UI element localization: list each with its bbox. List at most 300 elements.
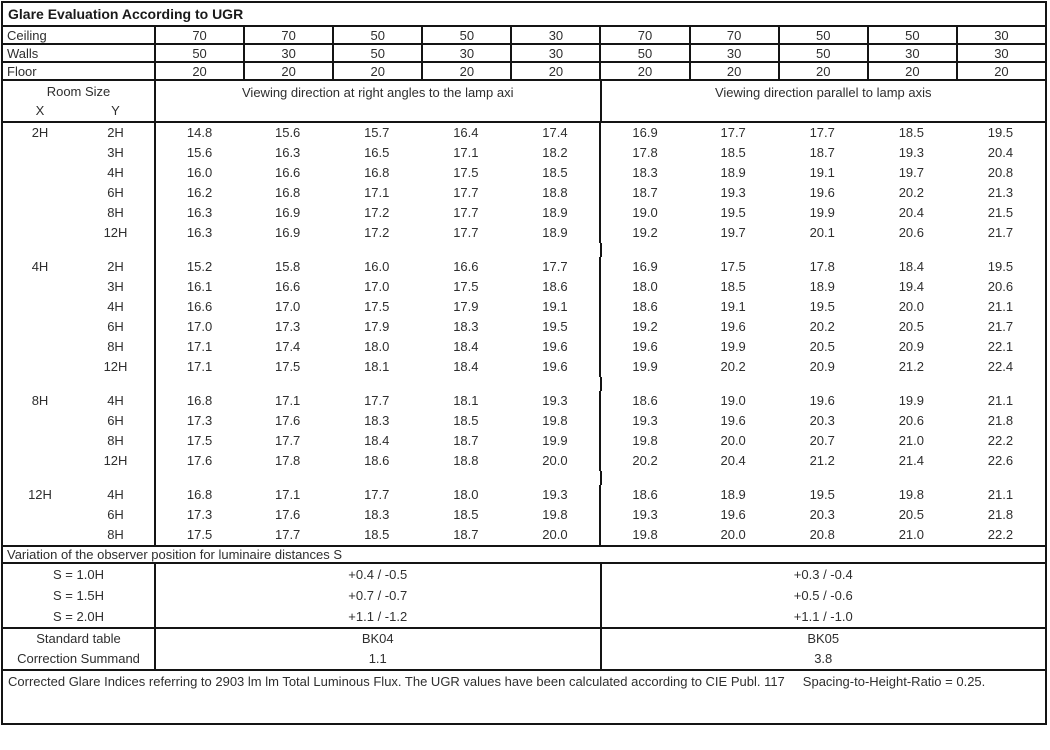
ugr-value: 21.8: [987, 507, 1014, 522]
ugr-value: 17.7: [274, 527, 301, 542]
surface-value: 70: [689, 27, 778, 43]
ugr-value: 16.8: [364, 165, 390, 180]
ugr-value: 17.8: [599, 143, 688, 163]
room-x: [3, 525, 77, 545]
room-x: [3, 451, 77, 471]
gap-right: [600, 471, 1046, 485]
ugr-value: 21.7: [987, 225, 1014, 240]
room-y: 4H: [107, 299, 124, 314]
variation-right-value: +0.5 / -0.6: [600, 585, 1046, 606]
ugr-value: 14.8: [154, 123, 243, 143]
ugr-value: 19.3: [599, 411, 688, 431]
surface-value: 50: [599, 45, 688, 61]
ugr-value: 20.0: [542, 453, 568, 468]
ugr-value: 17.5: [453, 279, 479, 294]
ugr-value: 18.6: [599, 391, 688, 411]
ugr-value: 18.9: [720, 165, 746, 180]
surface-value: 70: [243, 27, 332, 43]
ugr-value: 18.9: [720, 487, 746, 502]
surface-label: Ceiling: [7, 27, 47, 43]
ugr-row: [3, 297, 1045, 317]
ugr-value: 19.5: [720, 205, 746, 220]
summary-row: [3, 649, 1045, 669]
ugr-value: 20.2: [720, 359, 746, 374]
ugr-value: 17.5: [274, 359, 301, 374]
ugr-value: 19.3: [542, 487, 568, 502]
summary-left-value: BK04: [154, 629, 600, 649]
ugr-value: 15.8: [274, 259, 301, 274]
room-y: 8H: [107, 527, 124, 542]
room-y: 3H: [107, 279, 124, 294]
ugr-value: 20.0: [898, 299, 924, 314]
ugr-row: [3, 257, 1045, 277]
ugr-value: 20.2: [898, 185, 924, 200]
variation-left-value: +0.7 / -0.7: [154, 585, 600, 606]
ugr-value: 18.4: [453, 339, 479, 354]
ugr-value: 17.7: [453, 205, 479, 220]
ugr-value: 18.3: [364, 413, 390, 428]
room-y: 2H: [107, 259, 124, 274]
ugr-row: [3, 223, 1045, 243]
ugr-value: 17.5: [720, 259, 746, 274]
ugr-row: [3, 317, 1045, 337]
ugr-row: [3, 411, 1045, 431]
ugr-value: 16.5: [364, 145, 390, 160]
variation-row: [3, 564, 1045, 585]
surface-value: 50: [867, 27, 956, 43]
surface-value: 30: [956, 27, 1045, 43]
ugr-value: 18.6: [542, 279, 568, 294]
ugr-value: 19.7: [898, 165, 924, 180]
surface-value: 30: [243, 45, 332, 61]
x-axis-label: X: [35, 103, 45, 118]
ugr-value: 20.3: [809, 413, 835, 428]
room-y: 6H: [107, 507, 124, 522]
gap-y: [77, 377, 154, 391]
ugr-value: 16.6: [274, 165, 301, 180]
ugr-value: 19.8: [542, 507, 568, 522]
right-viewing-direction-header: Viewing direction parallel to lamp axis: [600, 81, 1046, 121]
ugr-value: 16.6: [274, 279, 301, 294]
ugr-value: 20.5: [898, 319, 924, 334]
ugr-value: 18.1: [364, 359, 390, 374]
room-x: [3, 431, 77, 451]
ugr-row: [3, 143, 1045, 163]
ugr-value: 20.8: [809, 527, 835, 542]
surface-value: 20: [154, 63, 243, 79]
surface-value: 20: [689, 63, 778, 79]
ugr-value: 18.5: [453, 413, 479, 428]
surface-value: 30: [867, 45, 956, 61]
variation-left-value: +1.1 / -1.2: [154, 606, 600, 627]
room-x: [3, 297, 77, 317]
ugr-value: 21.3: [987, 185, 1014, 200]
surface-value: 30: [510, 27, 599, 43]
ugr-value: 18.5: [453, 507, 479, 522]
ugr-value: 17.1: [364, 185, 390, 200]
ugr-value: 19.4: [898, 279, 924, 294]
gap-right: [600, 243, 1046, 257]
variation-row: [3, 606, 1045, 627]
ugr-value: 20.9: [809, 359, 835, 374]
ugr-value: 17.3: [154, 411, 243, 431]
room-y: 8H: [107, 205, 124, 220]
ugr-value: 16.9: [274, 225, 301, 240]
ugr-value: 20.4: [898, 205, 924, 220]
ugr-value: 18.3: [364, 507, 390, 522]
room-x: [3, 505, 77, 525]
ugr-value: 18.7: [453, 527, 479, 542]
room-y: 6H: [107, 319, 124, 334]
ugr-value: 17.0: [364, 279, 390, 294]
ugr-row: [3, 525, 1045, 545]
surface-value: 30: [421, 45, 510, 61]
ugr-value: 18.0: [453, 487, 479, 502]
ugr-value: 17.3: [274, 319, 301, 334]
ugr-value: 17.7: [274, 433, 301, 448]
ugr-value: 17.3: [154, 505, 243, 525]
ugr-value: 17.1: [274, 393, 301, 408]
ugr-value: 20.0: [720, 527, 746, 542]
ugr-value: 17.1: [453, 145, 479, 160]
ugr-row: [3, 277, 1045, 297]
ugr-value: 20.6: [898, 225, 924, 240]
ugr-value: 22.4: [987, 359, 1014, 374]
ugr-value: 19.6: [542, 359, 568, 374]
footer-flux-note: Corrected Glare Indices referring to 2903 lm lm Total Luminous Flux. The UGR values have been calculated according to CIE Publ. 117: [8, 674, 785, 689]
room-x: [3, 357, 77, 377]
ugr-evaluation-table: [1, 1, 1047, 725]
ugr-value: 17.7: [720, 125, 746, 140]
ugr-value: 19.6: [720, 319, 746, 334]
ugr-value: 19.2: [599, 223, 688, 243]
ugr-value: 16.3: [154, 223, 243, 243]
variation-right-value: +0.3 / -0.4: [600, 564, 1046, 585]
ugr-value: 16.9: [599, 257, 688, 277]
ugr-value: 16.8: [154, 485, 243, 505]
ugr-row: [3, 485, 1045, 505]
ugr-value: 20.0: [542, 527, 568, 542]
ugr-value: 17.4: [542, 125, 568, 140]
ugr-row: [3, 163, 1045, 183]
ugr-value: 20.2: [599, 451, 688, 471]
summary-label: Standard table: [36, 631, 121, 646]
surface-value: 20: [778, 63, 867, 79]
ugr-value: 20.9: [898, 339, 924, 354]
surface-value: 20: [867, 63, 956, 79]
ugr-value: 19.3: [898, 145, 924, 160]
ugr-value: 18.5: [720, 279, 746, 294]
surface-value: 20: [956, 63, 1045, 79]
ugr-value: 18.4: [364, 433, 390, 448]
ugr-value: 22.1: [987, 339, 1014, 354]
surface-value: 50: [421, 27, 510, 43]
room-y: 4H: [107, 393, 124, 408]
ugr-value: 20.8: [987, 165, 1014, 180]
gap-y: [77, 471, 154, 485]
ugr-value: 18.7: [599, 183, 688, 203]
ugr-value: 16.1: [154, 277, 243, 297]
footer-spacing-note: Spacing-to-Height-Ratio = 0.25.: [802, 674, 986, 689]
surface-value: 30: [956, 45, 1045, 61]
room-x: [3, 203, 77, 223]
ugr-value: 17.2: [364, 225, 390, 240]
ugr-value: 19.0: [599, 203, 688, 223]
table-title: Glare Evaluation According to UGR: [3, 3, 1045, 27]
ugr-row: [3, 357, 1045, 377]
block-gap: [3, 377, 1045, 391]
room-x: [3, 143, 77, 163]
room-y: 3H: [107, 145, 124, 160]
gap-left: [154, 243, 600, 257]
gap-x: [3, 471, 77, 485]
ugr-value: 21.4: [898, 453, 924, 468]
ugr-value: 18.8: [542, 185, 568, 200]
ugr-value: 16.0: [364, 259, 390, 274]
ugr-value: 17.6: [274, 413, 301, 428]
ugr-value: 21.1: [987, 487, 1014, 502]
room-x: [3, 411, 77, 431]
ugr-value: 18.5: [720, 145, 746, 160]
ugr-value: 19.8: [599, 525, 688, 545]
ugr-value: 21.5: [987, 205, 1014, 220]
ugr-value: 17.7: [364, 393, 390, 408]
ugr-value: 19.6: [542, 339, 568, 354]
ugr-value: 17.7: [364, 487, 390, 502]
ugr-value: 18.6: [599, 485, 688, 505]
ugr-value: 17.7: [809, 125, 835, 140]
summary-left-value: 1.1: [154, 649, 600, 669]
ugr-value: 19.5: [542, 319, 568, 334]
ugr-value: 18.4: [453, 359, 479, 374]
room-x: [3, 277, 77, 297]
ugr-value: 17.8: [809, 259, 835, 274]
ugr-value: 17.9: [364, 319, 390, 334]
ugr-value: 17.5: [154, 525, 243, 545]
ugr-value: 20.1: [809, 225, 835, 240]
ugr-value: 18.3: [453, 319, 479, 334]
ugr-value: 19.9: [809, 205, 835, 220]
room-y: 6H: [107, 185, 124, 200]
ugr-value: 18.3: [599, 163, 688, 183]
y-axis-label: Y: [111, 103, 120, 118]
surface-row: [3, 45, 1045, 63]
ugr-value: 16.6: [453, 259, 479, 274]
ugr-value: 18.7: [809, 145, 835, 160]
surface-row: [3, 27, 1045, 45]
ugr-value: 20.5: [898, 507, 924, 522]
ugr-value: 21.1: [987, 393, 1014, 408]
ugr-value: 19.5: [809, 299, 835, 314]
ugr-value: 17.5: [364, 299, 390, 314]
ugr-value: 19.6: [720, 507, 746, 522]
ugr-value: 20.5: [809, 339, 835, 354]
ugr-value: 18.1: [453, 393, 479, 408]
ugr-value: 17.0: [154, 317, 243, 337]
ugr-value: 20.7: [809, 433, 835, 448]
room-y: 12H: [103, 359, 128, 374]
ugr-value: 19.8: [898, 487, 924, 502]
ugr-value: 17.5: [453, 165, 479, 180]
room-x: 4H: [31, 259, 49, 274]
ugr-value: 16.0: [154, 163, 243, 183]
surface-value: 20: [243, 63, 332, 79]
room-size-header: [3, 81, 154, 121]
ugr-value: 16.3: [274, 145, 301, 160]
variation-label: S = 2.0H: [53, 609, 104, 624]
ugr-value: 17.5: [154, 431, 243, 451]
ugr-value: 21.8: [987, 413, 1014, 428]
surface-label: Walls: [7, 45, 39, 61]
ugr-value: 19.5: [987, 125, 1014, 140]
surface-value: 50: [332, 45, 421, 61]
ugr-value: 18.2: [542, 145, 568, 160]
ugr-value: 21.7: [987, 319, 1014, 334]
ugr-value: 20.3: [809, 507, 835, 522]
surface-value: 70: [599, 27, 688, 43]
ugr-value: 18.8: [453, 453, 479, 468]
surface-value: 20: [599, 63, 688, 79]
ugr-value: 16.2: [154, 183, 243, 203]
surface-value: 20: [510, 63, 599, 79]
ugr-value: 19.0: [720, 393, 746, 408]
ugr-value: 18.0: [364, 339, 390, 354]
ugr-value: 16.3: [154, 203, 243, 223]
ugr-value: 19.9: [898, 393, 924, 408]
room-y: 8H: [107, 339, 124, 354]
ugr-value: 19.3: [720, 185, 746, 200]
gap-left: [154, 471, 600, 485]
surface-value: 70: [154, 27, 243, 43]
ugr-value: 17.6: [274, 507, 301, 522]
ugr-value: 19.9: [720, 339, 746, 354]
ugr-value: 17.0: [274, 299, 301, 314]
ugr-value: 21.0: [898, 433, 924, 448]
gap-left: [154, 377, 600, 391]
variation-left-value: +0.4 / -0.5: [154, 564, 600, 585]
ugr-value: 21.1: [987, 299, 1014, 314]
ugr-value: 19.8: [599, 431, 688, 451]
room-y: 12H: [103, 453, 128, 468]
ugr-value: 16.4: [453, 125, 479, 140]
summary-rows: [3, 629, 1045, 671]
room-x: [3, 337, 77, 357]
ugr-value: 18.9: [809, 279, 835, 294]
ugr-value: 18.6: [599, 297, 688, 317]
room-x: [3, 223, 77, 243]
gap-x: [3, 377, 77, 391]
room-x: 2H: [31, 125, 49, 140]
ugr-row: [3, 431, 1045, 451]
room-y: 12H: [103, 225, 128, 240]
ugr-value: 19.9: [599, 357, 688, 377]
surface-value: 30: [510, 45, 599, 61]
room-x: [3, 163, 77, 183]
ugr-value: 20.4: [720, 453, 746, 468]
ugr-value: 19.5: [987, 259, 1014, 274]
left-viewing-direction-header: Viewing direction at right angles to the lamp axi: [154, 81, 600, 121]
ugr-value: 22.2: [987, 433, 1014, 448]
ugr-row: [3, 337, 1045, 357]
ugr-value: 19.1: [720, 299, 746, 314]
room-y: 4H: [107, 165, 124, 180]
summary-right-value: 3.8: [600, 649, 1046, 669]
surface-value: 20: [332, 63, 421, 79]
variation-section-title: Variation of the observer position for luminaire distances S: [3, 545, 1045, 564]
ugr-value: 17.7: [542, 259, 568, 274]
ugr-data: [3, 123, 1045, 545]
ugr-value: 19.7: [720, 225, 746, 240]
ugr-row: [3, 123, 1045, 143]
ugr-value: 19.2: [599, 317, 688, 337]
ugr-value: 17.2: [364, 205, 390, 220]
ugr-value: 18.6: [364, 453, 390, 468]
footer-note: [3, 671, 1045, 723]
block-gap: [3, 243, 1045, 257]
ugr-value: 18.5: [364, 527, 390, 542]
ugr-value: 19.6: [720, 413, 746, 428]
ugr-value: 17.6: [154, 451, 243, 471]
surface-value: 50: [154, 45, 243, 61]
ugr-value: 19.1: [809, 165, 835, 180]
room-x: [3, 183, 77, 203]
ugr-value: 16.8: [274, 185, 301, 200]
variation-rows: [3, 564, 1045, 629]
surface-row: [3, 63, 1045, 81]
ugr-value: 17.1: [154, 357, 243, 377]
ugr-value: 17.7: [453, 225, 479, 240]
ugr-value: 15.6: [274, 125, 301, 140]
room-y: 4H: [107, 487, 124, 502]
summary-right-value: BK05: [600, 629, 1046, 649]
room-y: 2H: [107, 125, 124, 140]
ugr-value: 18.9: [542, 205, 568, 220]
ugr-value: 21.2: [898, 359, 924, 374]
variation-label: S = 1.0H: [53, 567, 104, 582]
ugr-row: [3, 391, 1045, 411]
ugr-value: 20.0: [720, 433, 746, 448]
ugr-value: 22.2: [987, 527, 1014, 542]
ugr-value: 19.1: [542, 299, 568, 314]
surface-value: 50: [778, 45, 867, 61]
ugr-value: 20.6: [987, 279, 1014, 294]
room-x: [3, 317, 77, 337]
ugr-value: 19.6: [809, 393, 835, 408]
ugr-value: 19.6: [809, 185, 835, 200]
ugr-value: 18.4: [898, 259, 924, 274]
ugr-value: 19.6: [599, 337, 688, 357]
ugr-value: 19.5: [809, 487, 835, 502]
ugr-value: 19.9: [542, 433, 568, 448]
ugr-row: [3, 183, 1045, 203]
variation-right-value: +1.1 / -1.0: [600, 606, 1046, 627]
ugr-value: 17.4: [274, 339, 301, 354]
ugr-value: 20.4: [987, 145, 1014, 160]
ugr-value: 19.8: [542, 413, 568, 428]
surface-rows: [3, 27, 1045, 81]
variation-label: S = 1.5H: [53, 588, 104, 603]
ugr-value: 17.7: [453, 185, 479, 200]
summary-label: Correction Summand: [17, 651, 140, 666]
ugr-value: 20.2: [809, 319, 835, 334]
ugr-value: 17.9: [453, 299, 479, 314]
variation-row: [3, 585, 1045, 606]
gap-y: [77, 243, 154, 257]
surface-value: 50: [332, 27, 421, 43]
room-x: 12H: [28, 487, 52, 502]
ugr-value: 20.6: [898, 413, 924, 428]
ugr-value: 15.6: [154, 143, 243, 163]
